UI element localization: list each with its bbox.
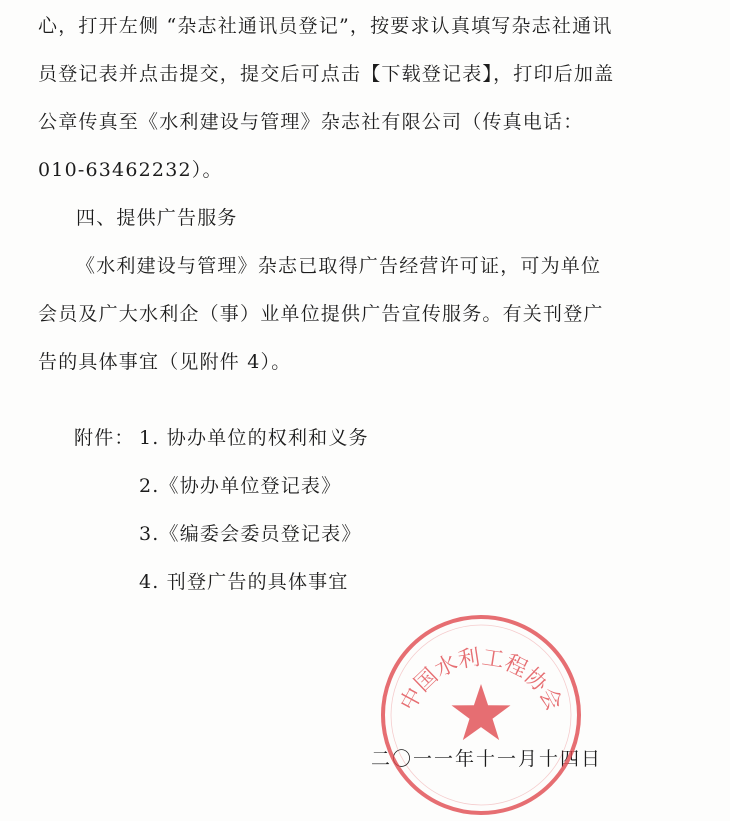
body-text-line: 员登记表并点击提交，提交后可点击【下载登记表】，打印后加盖: [38, 63, 615, 85]
body-text-line: 公章传真至《水利建设与管理》杂志社有限公司（传真电话：: [38, 111, 584, 133]
body-text-line: 会员及广大水利企（事）业单位提供广告宣传服务。有关刊登广: [38, 303, 604, 325]
attachment-item: 2.《协办单位登记表》: [139, 475, 342, 497]
document-date: 二〇一一年十一月十四日: [371, 748, 603, 770]
attachment-item: 3.《编委会委员登记表》: [139, 523, 362, 545]
attachments-heading: 附件：: [74, 427, 135, 449]
body-text-line: 010-63462232）。: [38, 159, 223, 181]
star-icon: [452, 684, 511, 740]
attachment-item: 4. 刊登广告的具体事宜: [139, 571, 349, 593]
official-seal: [378, 612, 584, 818]
attachment-item: 1. 协办单位的权利和义务: [139, 427, 369, 449]
body-text-line: 心，打开左侧 “杂志社通讯员登记”，按要求认真填写杂志社通讯: [38, 15, 613, 37]
body-text-line: 告的具体事宜（见附件 4）。: [38, 351, 292, 373]
seal-text: 中国水利工程协会: [395, 645, 567, 716]
body-text-line: 《水利建设与管理》杂志已取得广告经营许可证，可为单位: [76, 255, 602, 277]
section-heading: 四、提供广告服务: [76, 207, 238, 229]
